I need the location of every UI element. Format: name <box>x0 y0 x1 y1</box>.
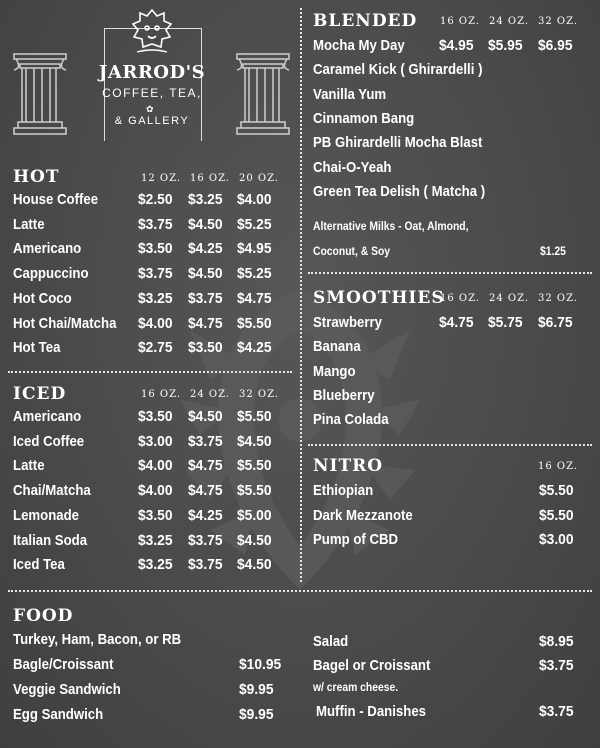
hot-item-price: $4.50 <box>188 215 223 233</box>
iced-item-price: $3.50 <box>138 408 173 425</box>
nitro-title: NITRO <box>313 456 384 476</box>
iced-size-32: 32 OZ. <box>239 389 280 400</box>
hot-item-price: $3.25 <box>188 191 223 208</box>
food-item-price: $9.95 <box>239 706 274 723</box>
blended-item: Green Tea Delish ( Matcha ) <box>313 182 486 200</box>
iced-item-price: $4.00 <box>138 457 173 475</box>
hot-item-price: $4.75 <box>188 314 223 332</box>
hot-item-price: $3.25 <box>138 289 173 307</box>
iced-item-price: $5.50 <box>237 457 272 475</box>
smoothies-item: Strawberry <box>313 314 382 331</box>
hot-item-price: $3.75 <box>138 265 173 283</box>
nitro-item: Pump of CBD <box>313 531 399 548</box>
hot-size-16: 16 OZ. <box>190 173 231 184</box>
hot-item-price: $3.75 <box>138 215 173 233</box>
food-item: Egg Sandwich <box>13 706 104 723</box>
iced-item-price: $3.50 <box>138 506 173 524</box>
iced-item: Latte <box>13 457 45 475</box>
hot-item: House Coffee <box>13 191 99 208</box>
hot-item: Americano <box>13 240 82 258</box>
alt-milks-line2: Coconut, & Soy <box>313 246 391 258</box>
smoothies-item-price: $6.75 <box>538 314 573 331</box>
blended-item: Mocha My Day <box>313 37 405 54</box>
smoothies-item-price: $4.75 <box>439 314 474 331</box>
hot-item-price: $4.00 <box>138 314 173 332</box>
logo-gallery: & GALLERY <box>114 115 190 127</box>
hot-item-price: $5.50 <box>237 314 272 332</box>
hot-item-price: $4.75 <box>237 289 272 307</box>
iced-item-price: $4.50 <box>237 556 272 574</box>
divider-smoothies-nitro <box>308 444 592 446</box>
blended-size-32: 32 OZ. <box>538 16 579 27</box>
hot-item-price: $2.75 <box>138 339 173 357</box>
iced-item-price: $4.75 <box>188 457 223 475</box>
iced-item-price: $4.50 <box>188 408 223 425</box>
hot-item-price: $4.25 <box>237 339 272 357</box>
iced-item: Italian Soda <box>13 531 88 549</box>
nitro-item: Dark Mezzanote <box>313 506 413 524</box>
smoothies-size-16: 16 OZ. <box>440 293 481 304</box>
divider-blended-smoothies <box>308 272 592 274</box>
hot-item-price: $4.50 <box>188 265 223 283</box>
nitro-item-price: $5.50 <box>539 506 574 524</box>
blended-item: Chai-O-Yeah <box>313 158 392 176</box>
nitro-size-16: 16 OZ. <box>538 461 579 472</box>
blended-item-price: $5.95 <box>488 37 523 54</box>
iced-item-price: $3.25 <box>138 556 173 574</box>
food-item: Veggie Sandwich <box>13 681 121 698</box>
logo-name: JARROD'S <box>98 62 206 83</box>
hot-item-price: $5.25 <box>237 215 272 233</box>
blended-size-24: 24 OZ. <box>489 16 530 27</box>
iced-item-price: $3.00 <box>138 432 173 450</box>
iced-item-price: $5.50 <box>237 408 272 425</box>
hot-item-price: $3.50 <box>188 339 223 357</box>
iced-item-price: $4.00 <box>138 482 173 500</box>
iced-item-price: $5.50 <box>237 482 272 500</box>
food-item: Turkey, Ham, Bacon, or RB <box>13 631 182 648</box>
blended-size-16: 16 OZ. <box>440 16 481 27</box>
hot-item-price: $3.75 <box>188 289 223 307</box>
smoothies-item: Banana <box>313 338 361 356</box>
iced-item: Americano <box>13 408 82 425</box>
iced-item: Lemonade <box>13 506 80 524</box>
alt-milks-line1: Alternative Milks - Oat, Almond, <box>313 221 469 233</box>
lion-logo-icon <box>131 8 173 56</box>
iced-item: Chai/Matcha <box>13 482 91 500</box>
blended-item: Vanilla Yum <box>313 85 387 103</box>
smoothies-size-24: 24 OZ. <box>489 293 530 304</box>
iced-size-24: 24 OZ. <box>190 389 231 400</box>
hot-item: Hot Chai/Matcha <box>13 314 117 332</box>
hot-title: HOT <box>13 167 60 187</box>
alt-milks-price: $1.25 <box>540 246 566 258</box>
hot-item: Cappuccino <box>13 265 89 283</box>
vertical-divider <box>300 8 302 582</box>
nitro-item-price: $3.00 <box>539 531 574 548</box>
iced-item-price: $4.50 <box>237 432 272 450</box>
blended-item: PB Ghirardelli Mocha Blast <box>313 134 483 152</box>
nitro-item: Ethiopian <box>313 482 374 499</box>
smoothies-item: Blueberry <box>313 386 375 404</box>
smoothies-title: SMOOTHIES <box>313 288 445 308</box>
food-item: Bagle/Croissant <box>13 656 114 673</box>
blended-title: BLENDED <box>313 11 418 31</box>
iced-title: ICED <box>13 384 67 404</box>
food-muffin-price: $3.75 <box>539 703 574 720</box>
food-bagel-croissant-price: $3.75 <box>539 657 574 674</box>
smoothies-item: Pina Colada <box>313 411 389 429</box>
blended-item: Cinnamon Bang <box>313 109 415 127</box>
food-title: FOOD <box>13 606 74 626</box>
iced-item-price: $3.75 <box>188 556 223 574</box>
food-muffin: Muffin - Danishes <box>316 703 427 720</box>
blended-item-price: $4.95 <box>439 37 474 54</box>
divider-food <box>8 590 592 592</box>
hot-item: Latte <box>13 215 45 233</box>
blended-item-price: $6.95 <box>538 37 573 54</box>
iced-size-16: 16 OZ. <box>141 389 182 400</box>
smoothies-size-32: 32 OZ. <box>538 293 579 304</box>
hot-size-12: 12 OZ. <box>141 173 182 184</box>
hot-item-price: $3.50 <box>138 240 173 258</box>
column-right-icon <box>235 50 291 136</box>
column-left-icon <box>12 50 68 136</box>
leaf-divider-icon: ✿ <box>146 104 154 114</box>
food-item-price: $10.95 <box>239 656 282 673</box>
iced-item-price: $4.75 <box>188 482 223 500</box>
hot-size-20: 20 OZ. <box>239 173 280 184</box>
hot-item: Hot Tea <box>13 339 61 357</box>
iced-item-price: $3.75 <box>188 432 223 450</box>
hot-item-price: $2.50 <box>138 191 173 208</box>
food-item-price: $9.95 <box>239 681 274 698</box>
hot-item-price: $5.25 <box>237 265 272 283</box>
iced-item-price: $4.25 <box>188 506 223 524</box>
food-salad: Salad <box>313 633 349 650</box>
iced-item-price: $5.00 <box>237 506 272 524</box>
smoothies-item: Mango <box>313 362 356 380</box>
iced-item: Iced Coffee <box>13 432 85 450</box>
iced-item-price: $4.50 <box>237 531 272 549</box>
hot-item-price: $4.95 <box>237 240 272 258</box>
food-bagel-note: w/ cream cheese. <box>313 682 399 694</box>
food-bagel-croissant: Bagel or Croissant <box>313 657 431 674</box>
divider-hot-iced <box>8 371 292 373</box>
iced-item: Iced Tea <box>13 556 65 574</box>
hot-item-price: $4.00 <box>237 191 272 208</box>
hot-item: Hot Coco <box>13 289 72 307</box>
nitro-item-price: $5.50 <box>539 482 574 499</box>
blended-item: Caramel Kick ( Ghirardelli ) <box>313 61 483 79</box>
hot-item-price: $4.25 <box>188 240 223 258</box>
iced-item-price: $3.75 <box>188 531 223 549</box>
logo-tagline: COFFEE, TEA, <box>102 86 202 100</box>
food-salad-price: $8.95 <box>539 633 574 650</box>
iced-item-price: $3.25 <box>138 531 173 549</box>
smoothies-item-price: $5.75 <box>488 314 523 331</box>
